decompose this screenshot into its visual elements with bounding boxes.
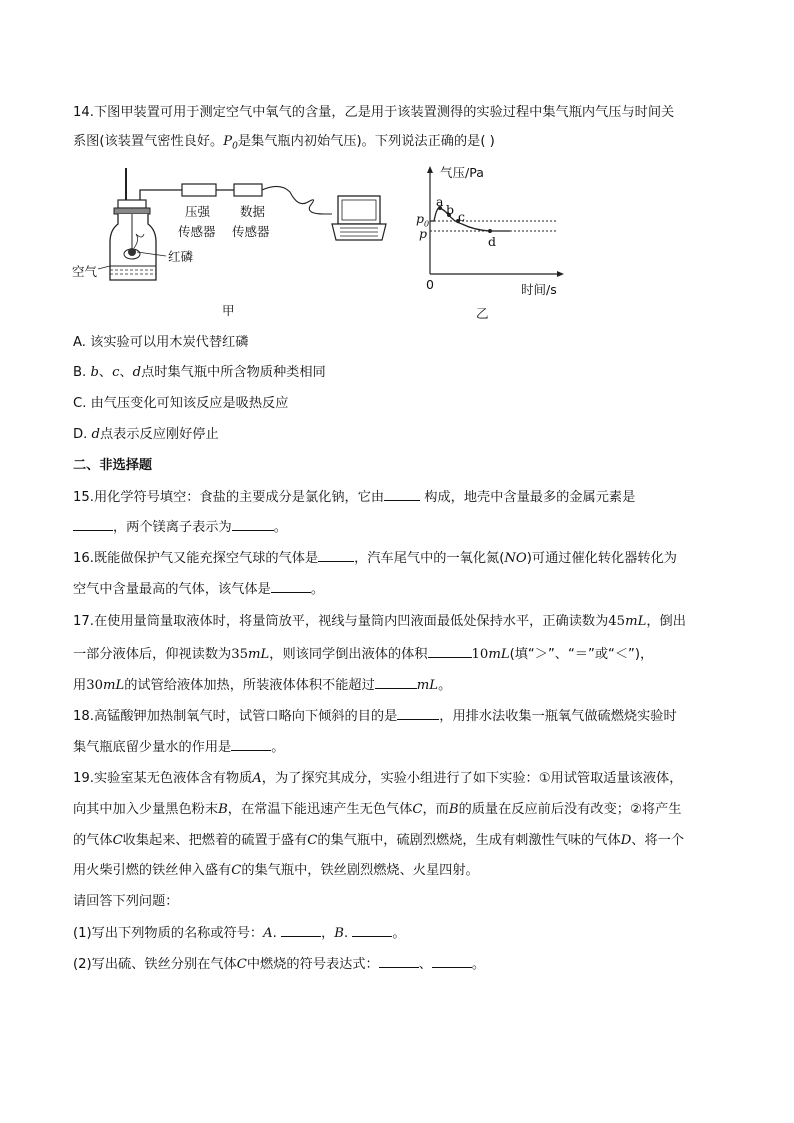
q14-option-c: C. 由气压变化可知该反应是吸热反应	[73, 396, 289, 411]
caption-yi: 乙	[476, 306, 489, 321]
q19-ask: 请回答下列问题：	[73, 894, 179, 909]
q18-line2: 集气瓶底留少量水的作用是 。	[73, 740, 285, 755]
q19-line1: 19.实验室某无色液体含有物质A，为了探究其成分，实验小组进行了如下实验：①用试管取适量该液体，	[73, 771, 683, 786]
answer-blank[interactable]	[379, 955, 419, 968]
answer-blank[interactable]	[384, 488, 420, 501]
yi-point-b: b	[446, 202, 455, 217]
q17-line2: 一部分液体后，仰视读数为35mL，则该同学倒出液体的体积 10mL(填“＞”、“＝”或“＜”)，	[73, 647, 654, 662]
q14-option-a: A. 该实验可以用木炭代替红磷	[73, 335, 249, 350]
figure-yi-pressure-graph	[410, 160, 570, 290]
answer-blank[interactable]	[318, 549, 354, 562]
q19-line3: 的气体C收集起来、把燃着的硫置于盛有C的集气瓶中，硫剧烈燃烧，生成有刺激性气味的气体D、将一个	[73, 833, 685, 848]
answer-blank[interactable]	[352, 924, 392, 937]
answer-blank[interactable]	[73, 518, 113, 531]
label-air: 空气	[72, 264, 98, 279]
label-pressure-sensor-line1: 压强	[185, 204, 211, 219]
q16-line2: 空气中含量最高的气体，该气体是 。	[73, 582, 324, 597]
answer-blank[interactable]	[397, 707, 439, 720]
answer-blank[interactable]	[428, 645, 472, 658]
q19-sub1: (1)写出下列物质的名称或符号：A. ，B. 。	[73, 926, 406, 941]
label-red-phosphorus: 红磷	[168, 249, 194, 264]
answer-blank[interactable]	[432, 955, 472, 968]
answer-blank[interactable]	[271, 580, 311, 593]
q19-sub2: (2)写出硫、铁丝分别在气体C中燃烧的符号表达式： 、 。	[73, 957, 486, 972]
q14-stem-line2: 系图(该装置气密性良好。$P_0$是集气瓶内初始气压)。下列说法正确的是( )	[73, 134, 495, 152]
section-title: 二、非选择题	[73, 458, 153, 473]
yi-y-axis-label: 气压/Pa	[440, 165, 484, 180]
yi-x-axis-label: 时间/s	[521, 282, 557, 297]
yi-point-c: c	[458, 209, 466, 224]
q14-option-b: B. b、c、d点时集气瓶中所含物质种类相同	[73, 365, 326, 380]
q14-option-d: D. d点表示反应刚好停止	[73, 427, 219, 442]
answer-blank[interactable]	[281, 924, 321, 937]
q14-stem-line1: 14.下图甲装置可用于测定空气中氧气的含量，乙是用于该装置测得的实验过程中集气瓶内气压与时间关	[73, 105, 675, 120]
yi-point-d: d	[488, 234, 497, 249]
caption-jia: 甲	[222, 303, 235, 318]
q18-line1: 18.高锰酸钾加热制氧气时，试管口略向下倾斜的目的是 ，用排水法收集一瓶氧气做硫燃烧实验时	[73, 709, 677, 724]
label-data-sensor-line1: 数据	[240, 204, 266, 219]
q19-line2: 向其中加入少量黑色粉末B，在常温下能迅速产生无色气体C，而B的质量在反应前后没有改变；②将产生	[73, 802, 682, 817]
answer-blank[interactable]	[232, 518, 274, 531]
yi-p-label: p	[419, 226, 428, 241]
q17-line3: 用30mL的试管给液体加热，所装液体体积不能超过 mL。	[73, 678, 452, 693]
yi-p0-label: $p_0$	[416, 211, 430, 229]
label-pressure-sensor-line2: 传感器	[178, 224, 216, 239]
label-data-sensor-line2: 传感器	[232, 224, 270, 239]
yi-origin: 0	[426, 277, 434, 292]
q17-line1: 17.在使用量筒量取液体时，将量筒放平，视线与量筒内凹液面最低处保持水平，正确读数为45mL，倒出	[73, 614, 686, 629]
q16-line1: 16.既能做保护气又能充探空气球的气体是 ，汽车尾气中的一氧化氮(NO)可通过催化转化器转化为	[73, 551, 677, 566]
q15-line1: 15.用化学符号填空：食盐的主要成分是氯化钠，它由 构成，地壳中含量最多的金属元素是	[73, 490, 636, 505]
q19-line4: 用火柴引燃的铁丝伸入盛有C的集气瓶中，铁丝剧烈燃烧、火星四射。	[73, 863, 479, 878]
yi-point-a: a	[436, 194, 444, 209]
answer-blank[interactable]	[375, 676, 417, 689]
q15-line2: ，两个镁离子表示为 。	[73, 518, 287, 537]
answer-blank[interactable]	[231, 738, 271, 751]
